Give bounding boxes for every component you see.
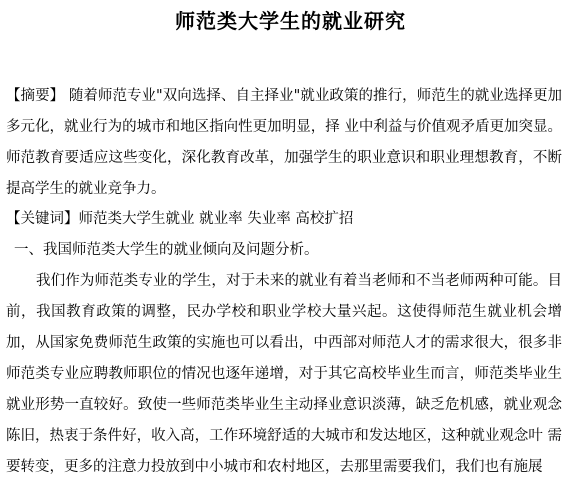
keywords-line	[6, 204, 562, 235]
keywords-text: 师范类大学生就业 就业率 失业率 高校扩招	[78, 211, 354, 227]
abstract-label: 【摘要】	[6, 88, 65, 104]
body-paragraph: 我们作为师范类专业的学生，对于未来的就业有着当老师和不当老师两种可能。目前，我国教育政策的调整，民办学校和职业学校大量兴起。这使得师范生就业机会增加，从国家免费师范生政策的实施也可以看出，中西部对师范人才的需求很大，很多非师范类专业应聘教师职位的情况也逐年递增，对于其它高校毕业生而言，师范类毕业生就业形势一直较好。致使一些师范类毕业生主动择业意识淡薄，缺乏危机感，就业观念陈旧，热衷于条件好，收入高，工作环境舒适的大城市和发达地区，这种就业观念叶 需要转变，更多的注意力投放到中小城市和农村地区，去那里需要我们，我们也有施展	[6, 273, 562, 475]
document-title: 师范类大学生的就业研究	[175, 9, 406, 33]
abstract-paragraph	[6, 81, 562, 205]
section-heading: 一、我国师范类大学生的就业倾向及问题分析。	[14, 242, 319, 258]
abstract-text: 随着师范专业"双向选择、自主择业"就业政策的推行，师范生的就业选择更加多元化，就业行为的城市和地区指向性更加明显，择 业中利益与价值观矛盾更加突显。师范教育要适应这些变化，深化教育改革，加强学生的职业意识和职业理想教育，不断提高学生的就业竞争力。	[6, 88, 563, 197]
keywords-label: 【关键词】	[6, 211, 79, 227]
